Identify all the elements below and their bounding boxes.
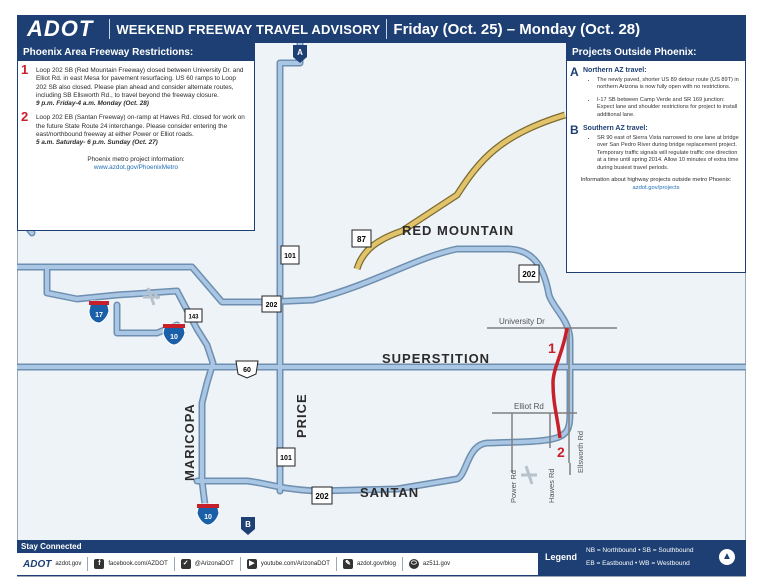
label-superstition: SUPERSTITION [382,351,491,366]
section-heading-text: Northern AZ travel: [583,67,647,74]
footer-bar [17,540,746,576]
svg-text:B: B [245,520,251,529]
bullet-item: • The newly paved, shorter US 89 detour route (US 89T) in northern Arizona is now fully open with no restrictions. [597,77,741,92]
label-hawes-rd: Hawes Rd [547,468,556,503]
link-text: @ArizonaDOT [194,561,234,567]
label-power-rd: Power Rd [509,470,518,503]
restriction-item [18,62,248,108]
youtube-icon: ▶ [247,559,257,569]
label-ellsworth-rd: Ellsworth Rd [576,430,585,473]
section-letter: A [570,65,579,79]
outside-phoenix-panel [566,43,746,273]
social-links-strip [17,553,538,575]
legend-label: Legend [545,552,578,562]
bullet-list [589,77,741,119]
closure-2-marker: 2 [557,444,565,460]
phoenix-restrictions-title: Phoenix Area Freeway Restrictions: [18,44,254,61]
bullet-item: • SR 90 east of Sierra Vista narrowed to one lane at bridge over San Pedro River during bridge replacement project. Temporary traffic signals will regulate traffic one direction at a time until spring 2014. Allow 10 minutes of extra time during busiest travel periods. [597,135,741,172]
svg-text:202: 202 [522,270,536,279]
link-blog[interactable] [343,557,403,571]
title-bar [17,15,746,43]
link-text: azdot.gov/blog [356,561,396,567]
restriction-time: 5 a.m. Saturday- 6 p.m. Sunday (Oct. 27) [36,139,158,147]
bullet-item: • I-17 SB between Camp Verde and SR 169 junction: Expect lane and shoulder restrictions for project to install additional lane. [597,97,741,119]
title-divider [386,19,387,39]
title-divider [109,19,110,39]
restriction-text: Loop 202 EB (Santan Freeway) on-ramp at Hawes Rd. closed for work on the future State Route 24 interchange. Please consider entering the east/northbound freeway at either Power or Elliot roads. [36,114,245,139]
restriction-number: 1 [21,62,29,77]
label-university-dr: University Dr [499,317,545,326]
link-text: facebook.com/AZDOT [108,561,168,567]
link-twitter[interactable] [181,557,241,571]
phoenix-info [18,156,254,173]
outside-info [567,177,745,192]
marker-b [241,517,255,535]
restriction-item [18,109,248,147]
shield-87 [352,230,371,247]
511-icon: ⬭ [409,559,419,569]
shield-143 [185,309,202,322]
shield-10-south [197,504,219,525]
facebook-icon: f [94,559,104,569]
bullet-list [589,135,741,172]
label-elliot-rd: Elliot Rd [514,402,544,411]
stay-connected-label: Stay Connected [21,542,82,551]
svg-text:87: 87 [357,235,366,244]
projects-link[interactable]: azdot.gov/projects [632,184,680,191]
advisory-title: WEEKEND FREEWAY TRAVEL ADVISORY [116,21,381,37]
airport-icon-2 [521,466,537,484]
section-heading [567,123,745,138]
link-text: azdot.gov [55,561,82,567]
label-maricopa: MARICOPA [182,403,197,481]
svg-text:101: 101 [280,455,292,462]
legend-text [586,544,693,570]
shield-60 [236,361,258,378]
legend-line: NB = Northbound • SB = Southbound [586,547,694,554]
svg-text:10: 10 [204,514,212,521]
outside-phoenix-title: Projects Outside Phoenix: [567,44,745,61]
section-letter: B [570,123,579,138]
svg-text:10: 10 [170,334,178,341]
phoenix-info-label: Phoenix metro project information: [87,155,185,163]
label-santan: SANTAN [360,485,420,500]
svg-text:143: 143 [188,314,199,321]
restriction-time: 9 p.m. Friday-4 a.m. Monday (Oct. 28) [36,100,149,108]
shield-101-north [281,246,299,264]
link-youtube[interactable] [247,557,337,571]
outside-info-label: Information about highway projects outside metro Phoenix: [580,177,732,184]
link-az511[interactable] [409,557,456,571]
legend-line: EB = Eastbound • WB = Westbound [586,560,690,567]
svg-text:202: 202 [315,492,329,501]
link-text: youtube.com/ArizonaDOT [260,561,330,567]
closure-1-marker: 1 [548,340,556,356]
svg-text:17: 17 [95,312,103,319]
blog-icon: ✎ [343,559,353,569]
advisory-dates: Friday (Oct. 25) – Monday (Oct. 28) [393,20,641,38]
adot-logo-icon: ADOT [23,558,52,570]
shield-10 [163,324,185,345]
svg-text:60: 60 [243,367,251,374]
shield-202-west [262,296,281,312]
shield-202-east [519,265,539,282]
link-azdot[interactable] [23,557,88,571]
adot-logo: ADOT [27,16,94,41]
shield-17 [89,301,109,323]
label-red-mountain: RED MOUNTAIN [402,223,515,238]
svg-text:A: A [297,48,303,57]
north-arrow-icon: ▲ [719,549,735,565]
link-facebook[interactable] [94,557,174,571]
section-heading-text: Southern AZ travel: [583,125,648,133]
section-heading [567,65,745,79]
restriction-number: 2 [21,109,29,125]
phoenix-metro-link[interactable]: www.azdot.gov/PhoenixMetro [93,164,179,172]
restriction-text: Loop 202 SB (Red Mountain Freeway) closed between University Dr. and Elliot Rd. in east Mesa for pavement resurfacing. US 60 ramps to Loop 202 SB also closed. Please plan ahead and consider alternate routes, including SB Ellsworth Rd., to travel beyond the freeway closure. [36,67,244,99]
label-price: PRICE [294,393,309,438]
link-text: az511.gov [422,561,451,567]
shield-202-santan [312,487,332,504]
shield-101-south [277,448,295,466]
svg-text:202: 202 [265,302,278,309]
twitter-icon: ✓ [181,559,191,569]
svg-text:101: 101 [284,253,296,260]
phoenix-restrictions-panel [17,43,255,231]
